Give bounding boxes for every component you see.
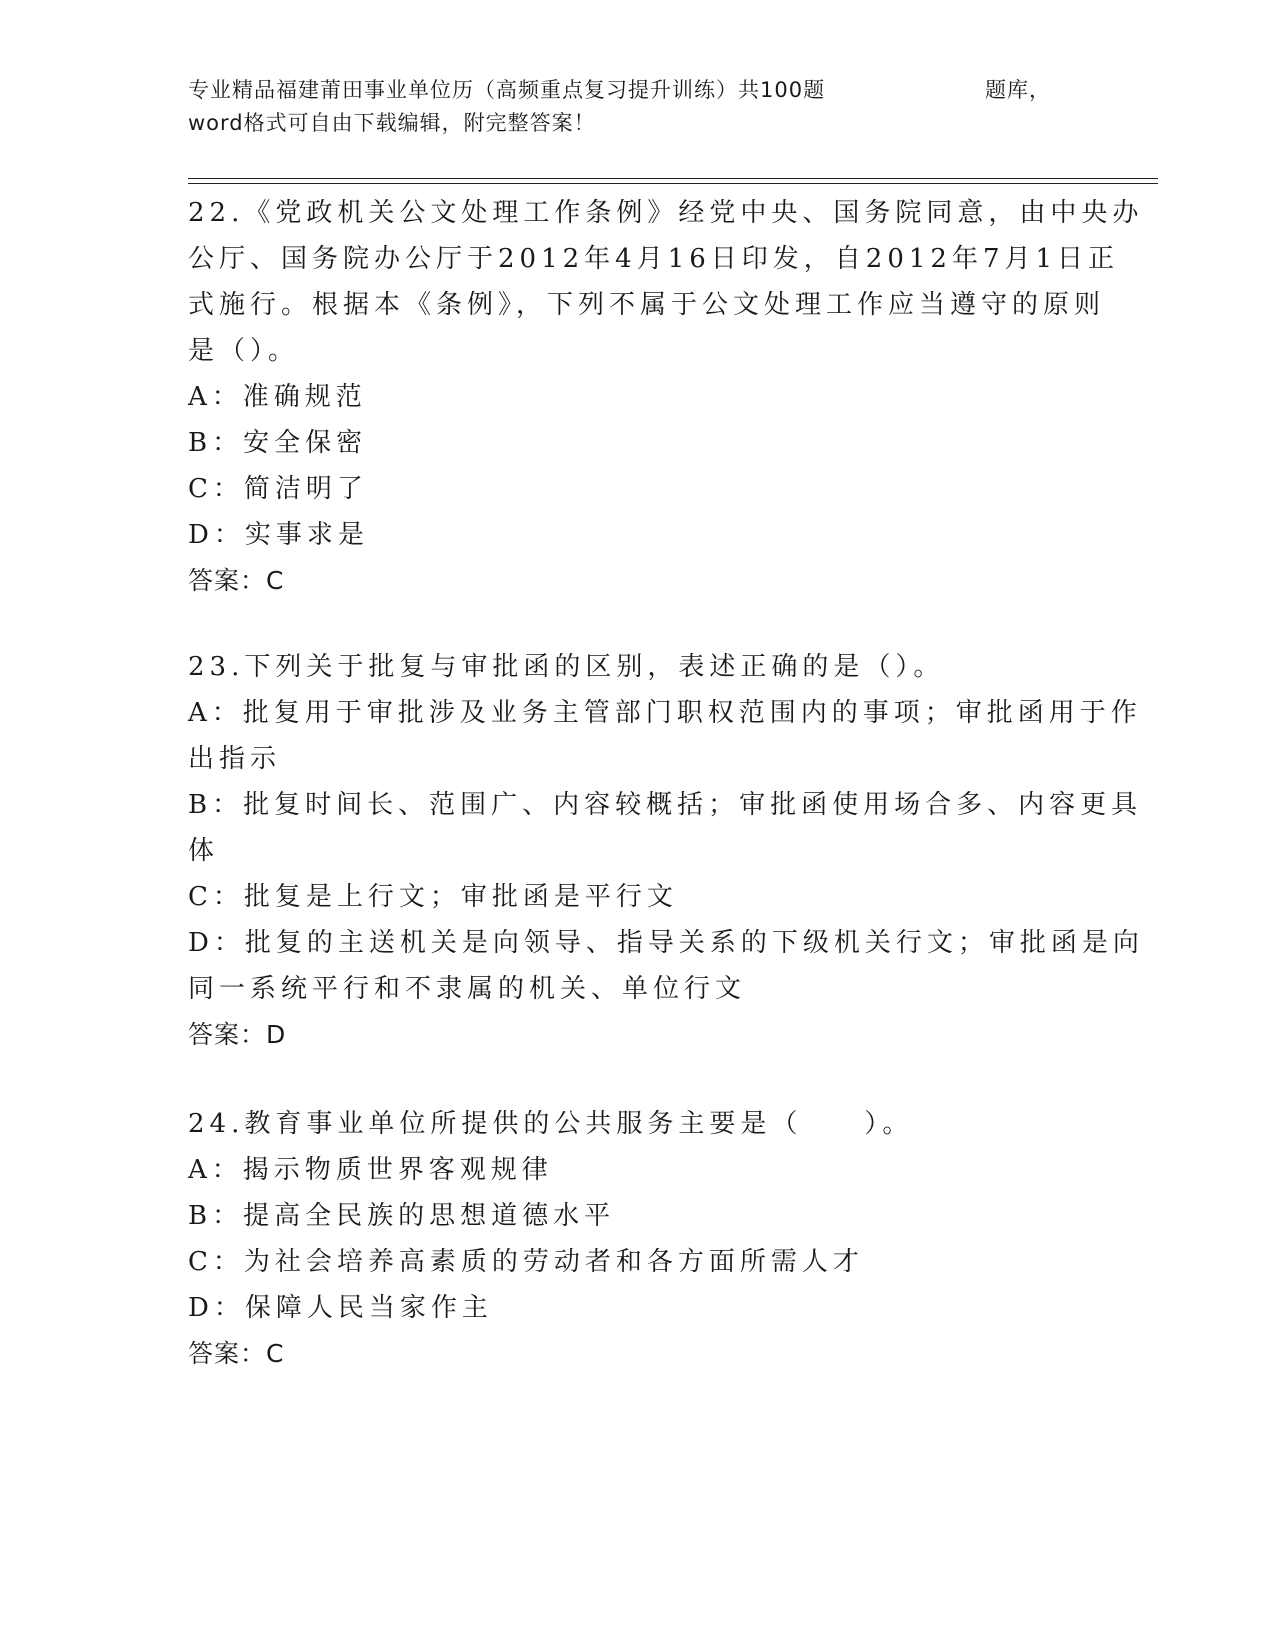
question-24 — [188, 1101, 1078, 1377]
option-a: A：准确规范 — [188, 382, 367, 412]
option-c: C：简洁明了 — [188, 474, 368, 504]
question-22 — [188, 190, 1144, 604]
option-a: A：批复用于审批涉及业务主管部门职权范围内的事项；审批函用于作 — [188, 698, 1142, 728]
header-divider-top — [188, 178, 1158, 179]
header-subtitle: word格式可自由下载编辑，附完整答案！ — [188, 111, 596, 135]
option-c: C：为社会培养高素质的劳动者和各方面所需人才 — [188, 1247, 864, 1277]
option-d: D：批复的主送机关是向领导、指导关系的下级机关行文；审批函是向 — [188, 928, 1144, 958]
question-stem-line: 22.《党政机关公文处理工作条例》经党中央、国务院同意，由中央办 — [188, 198, 1144, 228]
question-stem-line: 24.教育事业单位所提供的公共服务主要是（ ）。 — [188, 1109, 914, 1139]
question-stem-line: 式施行。根据本《条例》，下列不属于公文处理工作应当遵守的原则 — [188, 290, 1106, 320]
option-b: B：提高全民族的思想道德水平 — [188, 1201, 616, 1231]
answer-line: 答案：C — [188, 566, 285, 595]
option-b-continued: 体 — [188, 836, 220, 866]
option-d: D：保障人民当家作主 — [188, 1293, 493, 1323]
option-a-continued: 出指示 — [188, 744, 282, 774]
option-d-continued: 同一系统平行和不隶属的机关、单位行文 — [188, 974, 747, 1004]
header-title: 专业精品福建莆田事业单位历（高频重点复习提升训练）共100题 — [188, 78, 826, 102]
option-b: B：安全保密 — [188, 428, 368, 458]
answer-line: 答案：C — [188, 1339, 285, 1368]
document-header — [188, 74, 1088, 140]
option-d: D：实事求是 — [188, 520, 369, 550]
question-stem-line: 公厅、国务院办公厅于2012年4月16日印发，自2012年7月1日正 — [188, 244, 1120, 274]
header-divider-bottom — [188, 183, 1158, 184]
option-c: C：批复是上行文；审批函是平行文 — [188, 882, 678, 912]
header-title-tail: 题库， — [985, 78, 1051, 102]
header-line-1 — [188, 74, 1088, 107]
question-23 — [188, 644, 1144, 1058]
answer-line: 答案：D — [188, 1020, 287, 1049]
question-stem-line: 是（）。 — [188, 336, 300, 366]
option-a: A：揭示物质世界客观规律 — [188, 1155, 553, 1185]
question-stem-line: 23.下列关于批复与审批函的区别，表述正确的是（）。 — [188, 652, 945, 682]
option-b: B：批复时间长、范围广、内容较概括；审批函使用场合多、内容更具 — [188, 790, 1143, 820]
